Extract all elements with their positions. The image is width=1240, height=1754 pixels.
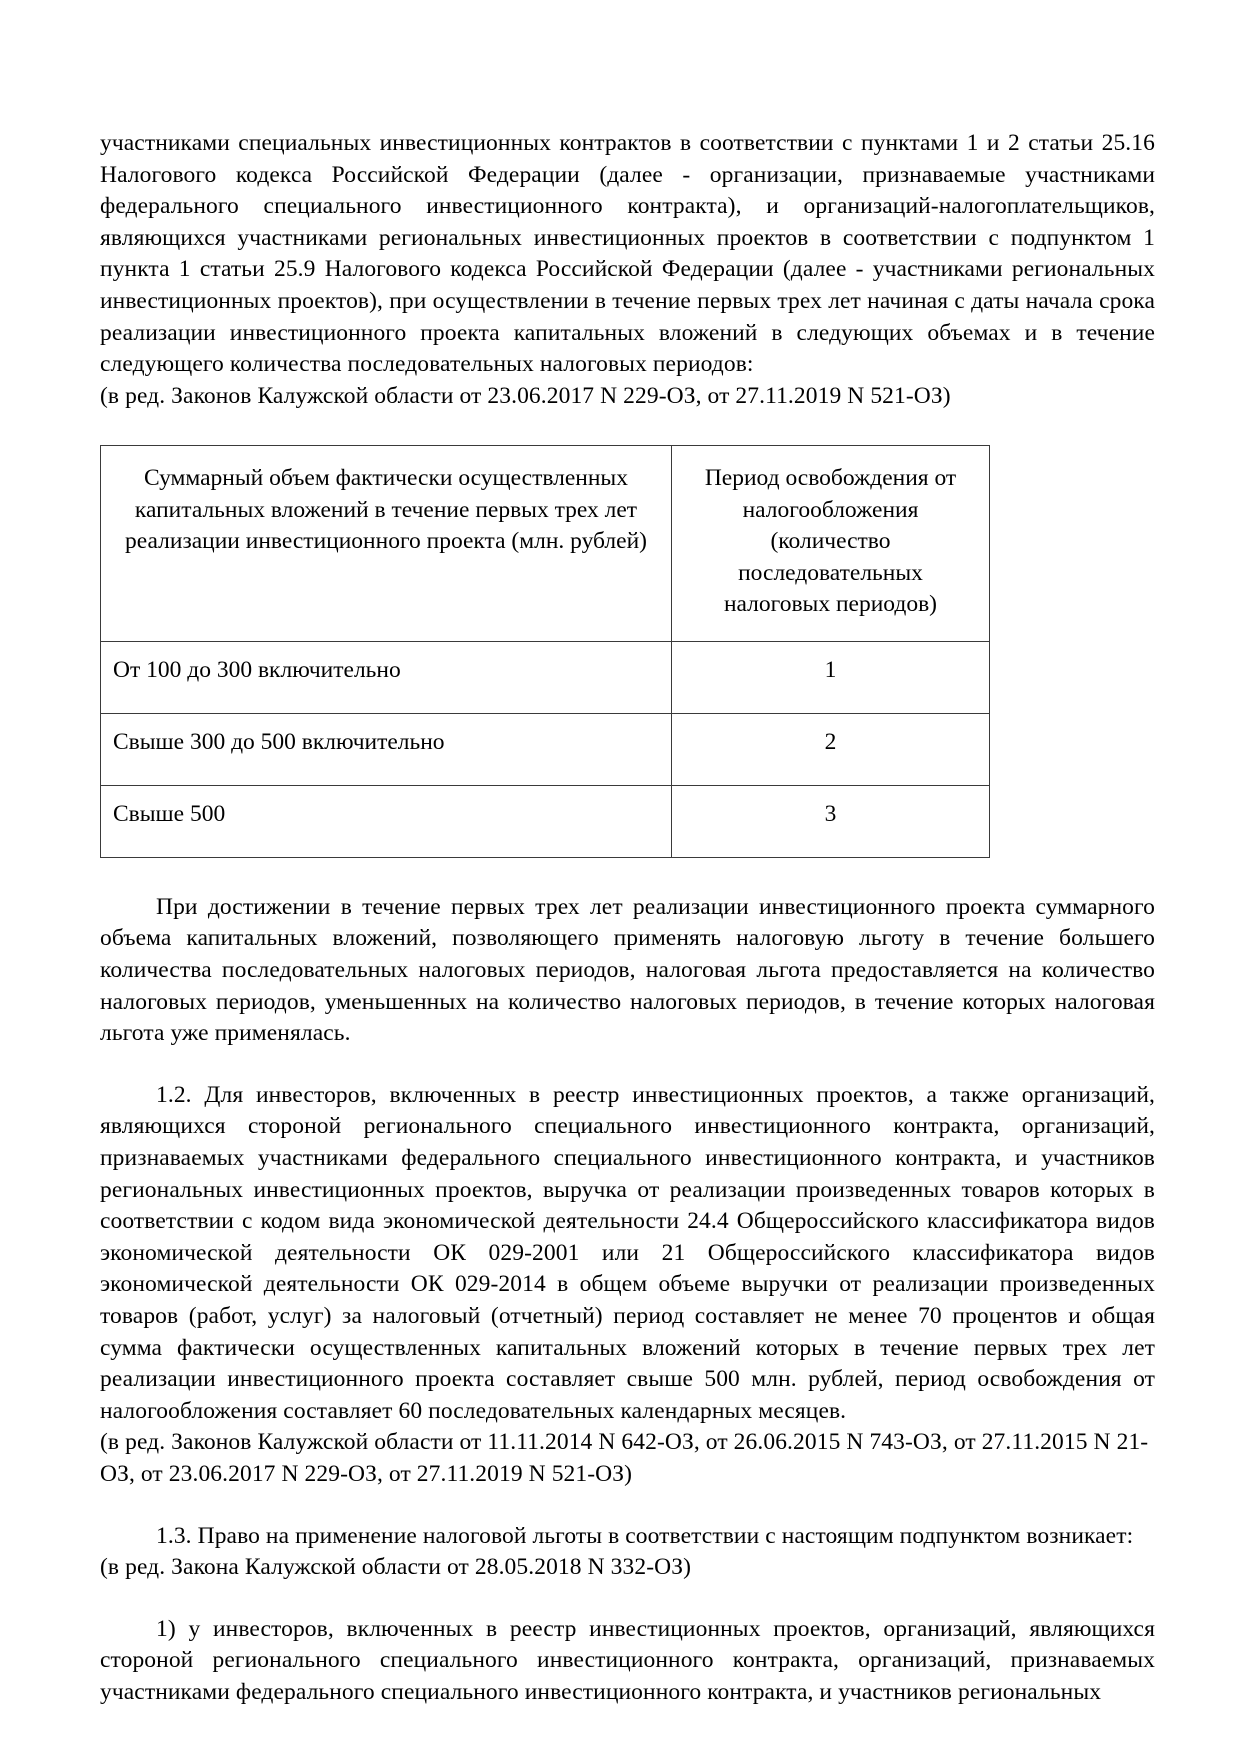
table-row — [101, 713, 990, 785]
table-head — [101, 446, 990, 642]
table-row — [101, 641, 990, 713]
table-cell-periods: 2 — [672, 713, 990, 785]
spacer — [100, 1491, 1155, 1521]
amendment-note-3: (в ред. Закона Калужской области от 28.05.2018 N 332-ОЗ) — [100, 1554, 691, 1581]
table-body — [101, 641, 990, 857]
table-header-row — [101, 446, 990, 642]
table-cell-range: От 100 до 300 включительно — [101, 641, 672, 713]
amendment-note-2: (в ред. Законов Калужской области от 11.11.2014 N 642-ОЗ, от 26.06.2015 N 743-ОЗ, от 27.11.2015 N 21-ОЗ, от 23.06.2017 N 229-ОЗ, от 27.11.2019 N 521-ОЗ) — [100, 1429, 1149, 1487]
table-cell-range: Свыше 300 до 500 включительно — [101, 713, 672, 785]
table-cell-periods: 3 — [672, 785, 990, 857]
amendment-note-1: (в ред. Законов Калужской области от 23.06.2017 N 229-ОЗ, от 27.11.2019 N 521-ОЗ) — [100, 382, 951, 409]
paragraph-clause-1-3: 1.3. Право на применение налоговой льготы в соответствии с настоящим подпунктом возникает: — [156, 1522, 1134, 1549]
table-cell-range: Свыше 500 — [101, 785, 672, 857]
table-row — [101, 785, 990, 857]
table-cell-periods: 1 — [672, 641, 990, 713]
paragraph-clause-1-2: 1.2. Для инвесторов, включенных в реестр инвестиционных проектов, а также организаций, являющихся стороной регионального специального инвестиционного контракта, организаций, признаваемых участниками федерального специального инвестиционного контракта, и участников региональных инвестиционных проектов, выручка от реализации произведенных товаров которых в соответствии с кодом вида экономической деятельности 24.4 Общероссийского классификатора видов экономической деятельности ОК 029-2001 или 21 Общероссийского классификатора видов экономической деятельности ОК 029-2014 в общем объеме выручки от реализации произведенных товаров (работ, услуг) за налоговый (отчетный) период составляет не менее 70 процентов и общая сумма фактически осуществленных капитальных вложений которых в течение первых трех лет реализации инвестиционного проекта составляет свыше 500 млн. рублей, период освобождения от налогообложения составляет 60 последовательных календарных месяцев. — [100, 1081, 1155, 1424]
paragraph-achievement-rule: При достижении в течение первых трех лет реализации инвестиционного проекта суммарного объема капитальных вложений, позволяющего применять налоговую льготу в течение большего количества последовательных налоговых периодов, налоговая льгота предоставляется на количество налоговых периодов, уменьшенных на количество налоговых периодов, в течение которых налоговая льгота уже применялась. — [100, 893, 1155, 1047]
spacer — [100, 1050, 1155, 1080]
spacer — [100, 1584, 1155, 1614]
paragraph-item-1: 1) у инвесторов, включенных в реестр инвестиционных проектов, организаций, являющихся стороной регионального специального инвестиционного контракта, организаций, признаваемых участниками федерального специального инвестиционного контракта, и участников региональных — [100, 1615, 1155, 1705]
table-header-exemption-period: Период освобождения от налогообложения (количество последовательных налоговых периодов) — [672, 446, 990, 642]
spacer — [100, 858, 1155, 892]
document-body — [100, 128, 1155, 1709]
investment-exemption-table — [100, 445, 990, 858]
paragraph-continuation: участниками специальных инвестиционных контрактов в соответствии с пунктами 1 и 2 статьи 25.16 Налогового кодекса Российской Федерации (далее - организации, признаваемые участниками федерального специального инвестиционного контракта), и организаций-налогоплательщиков, являющихся участниками региональных инвестиционных проектов в соответствии с подпунктом 1 пункта 1 статьи 25.9 Налогового кодекса Российской Федерации (далее - участниками региональных инвестиционных проектов), при осуществлении в течение первых трех лет начиная с даты начала срока реализации инвестиционного проекта капитальных вложений в следующих объемах и в течение следующего количества последовательных налоговых периодов: — [100, 130, 1155, 378]
table-header-investment-volume: Суммарный объем фактически осуществленных капитальных вложений в течение первых трех лет реализации инвестиционного проекта (млн. рублей) — [101, 446, 672, 642]
